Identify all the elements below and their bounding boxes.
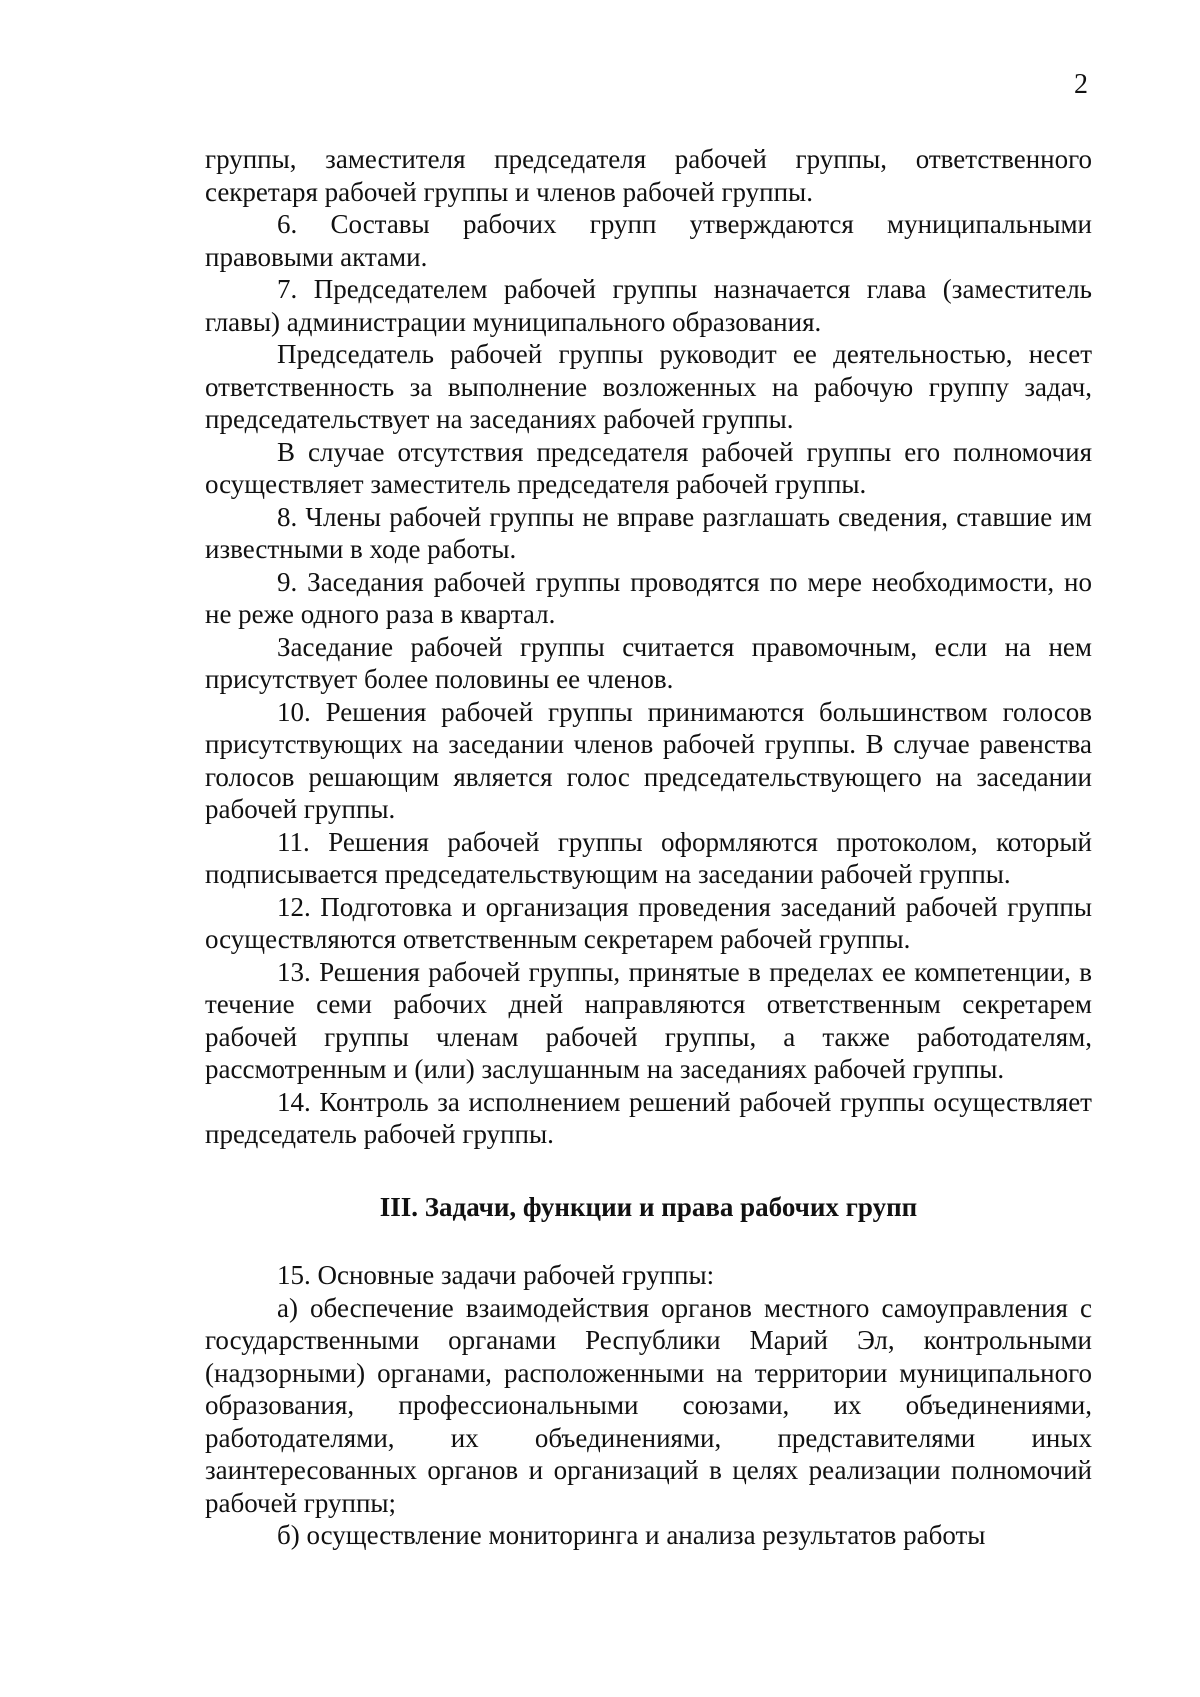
page-number: 2 [1074, 69, 1088, 100]
paragraph: Заседание рабочей группы считается правомочным, если на нем присутствует более половины ее членов. [205, 631, 1092, 694]
paragraph: б) осуществление мониторинга и анализа результатов работы [277, 1520, 986, 1550]
paragraph: 9. Заседания рабочей группы проводятся по мере необходимости, но не реже одного раза в квартал. [205, 566, 1092, 629]
paragraph: 11. Решения рабочей группы оформляются протоколом, который подписывается председательствующим на заседании рабочей группы. [205, 826, 1092, 889]
section-title: III. Задачи, функции и права рабочих групп [379, 1191, 918, 1222]
document-body [205, 143, 1092, 1552]
paragraph: 10. Решения рабочей группы принимаются большинством голосов присутствующих на заседании членов рабочей группы. В случае равенства голосов решающим является голос председательствующего на заседании рабочей группы. [205, 696, 1092, 824]
paragraph: 8. Члены рабочей группы не вправе разглашать сведения, ставшие им известными в ходе работы. [205, 501, 1092, 564]
paragraph: 12. Подготовка и организация проведения заседаний рабочей группы осуществляются ответственным секретарем рабочей группы. [205, 891, 1092, 954]
paragraphs-before-section [205, 143, 1092, 1151]
paragraph: 14. Контроль за исполнением решений рабочей группы осуществляет председатель рабочей группы. [205, 1086, 1092, 1149]
paragraph: 15. Основные задачи рабочей группы: [277, 1260, 715, 1290]
paragraphs-after-section [205, 1259, 1092, 1552]
paragraph: 13. Решения рабочей группы, принятые в пределах ее компетенции, в течение семи рабочих дней направляются ответственным секретарем рабочей группы членам рабочей группы, а также работодателям, рассмотренным и (или) заслушанным на заседаниях рабочей группы. [205, 956, 1092, 1084]
paragraph: а) обеспечение взаимодействия органов местного самоуправления с государственными органами Республики Марий Эл, контрольными (надзорными) органами, расположенными на территории муниципального образования, профессиональными союзами, их объединениями, работодателями, их объединениями, представителями иных заинтересованных органов и организаций в целях реализации полномочий рабочей группы; [205, 1292, 1092, 1518]
paragraph: В случае отсутствия председателя рабочей группы его полномочия осуществляет заместитель председателя рабочей группы. [205, 436, 1092, 499]
paragraph: 6. Составы рабочих групп утверждаются муниципальными правовыми актами. [205, 209, 1092, 272]
paragraph: Председатель рабочей группы руководит ее деятельностью, несет ответственность за выполнение возложенных на рабочую группу задач, председательствует на заседаниях рабочей группы. [205, 339, 1092, 434]
paragraph: группы, заместителя председателя рабочей группы, ответственного секретаря рабочей группы и членов рабочей группы. [205, 144, 1092, 207]
paragraph: 7. Председателем рабочей группы назначается глава (заместитель главы) администрации муниципального образования. [205, 274, 1092, 337]
